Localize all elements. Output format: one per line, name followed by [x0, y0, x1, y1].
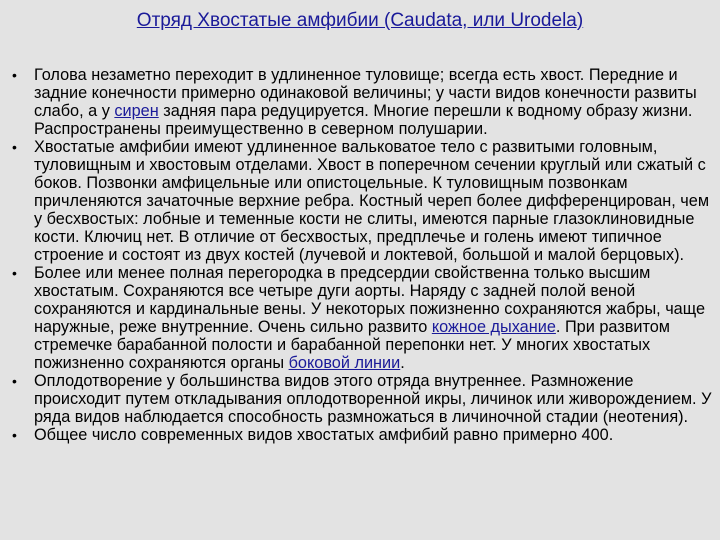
bullet-text — [34, 264, 712, 372]
bullet-item — [12, 66, 712, 138]
bullet-dot-icon: • — [12, 67, 17, 83]
text-run: задняя пара редуцируется. Многие перешли к водному образу жизни. Распространены преимущественно в северном полушарии. — [34, 102, 693, 138]
bullet-dot-icon: • — [12, 265, 17, 281]
bullet-dot-icon: • — [12, 427, 17, 443]
slide-title: Отряд Хвостатые амфибии (Caudata, или Urodela) — [136, 10, 584, 31]
bullet-dot-icon: • — [12, 373, 17, 389]
bullet-text: Оплодотворение у большинства видов этого отряда внутреннее. Размножение происходит путем откладывания оплодотворенной икры, личинок или живорождением. У ряда видов наблюдается способность размножаться в личиночной стадии (неотения). — [34, 372, 712, 426]
bullet-item — [12, 426, 712, 444]
bullet-item — [12, 372, 712, 426]
link-skin-respiration[interactable]: кожное дыхание — [431, 318, 556, 336]
bullet-dot-icon: • — [12, 139, 17, 155]
bullet-text: Общее число современных видов хвостатых амфибий равно примерно 400. — [34, 426, 614, 444]
text-run: . При развитом стремечке барабанной полости и барабанной перепонки нет. У многих хвостатых пожизненно сохраняются органы — [34, 318, 670, 372]
link-lateral-line[interactable]: боковой линии — [288, 354, 401, 372]
link-sirens[interactable]: сирен — [114, 102, 159, 120]
text-run: Более или менее полная перегородка в предсердии свойственна только высшим хвостатым. Сохраняются все четыре дуги аорты. Наряду с задней полой веной сохраняются и кардинальные вены. У некоторых пожизненно сохраняются жабры, чаще наружные, реже внутренние. Очень сильно развито — [34, 264, 706, 336]
bullet-item — [12, 264, 712, 372]
bullet-text: Хвостатые амфибии имеют удлиненное вальковатое тело с развитыми головным, туловищным и хвостовым отделами. Хвост в поперечном сечении круглый или сжатый с боков. Позвонки амфицельные или опистоцельные. К туловищным позвонкам причленяются зачаточные верхние ребра. Костный череп более дифференцирован, чем у бесхвостых: лобные и теменные кости не слиты, имеются парные глазоклиновидные кости. Ключиц нет. В отличие от бесхвостых, предплечье и голень имеют типичное строение и состоят из двух костей (лучевой и локтевой, большой и малой берцовых). — [34, 138, 710, 264]
text-run: Голова незаметно переходит в удлиненное туловище; всегда есть хвост. Передние и задние конечности примерно одинаковой величины; у части видов конечности развиты слабо, а у — [34, 66, 697, 120]
bullet-list — [12, 66, 712, 444]
bullet-text — [34, 66, 712, 138]
bullet-item — [12, 138, 712, 264]
text-run: . — [400, 354, 405, 372]
